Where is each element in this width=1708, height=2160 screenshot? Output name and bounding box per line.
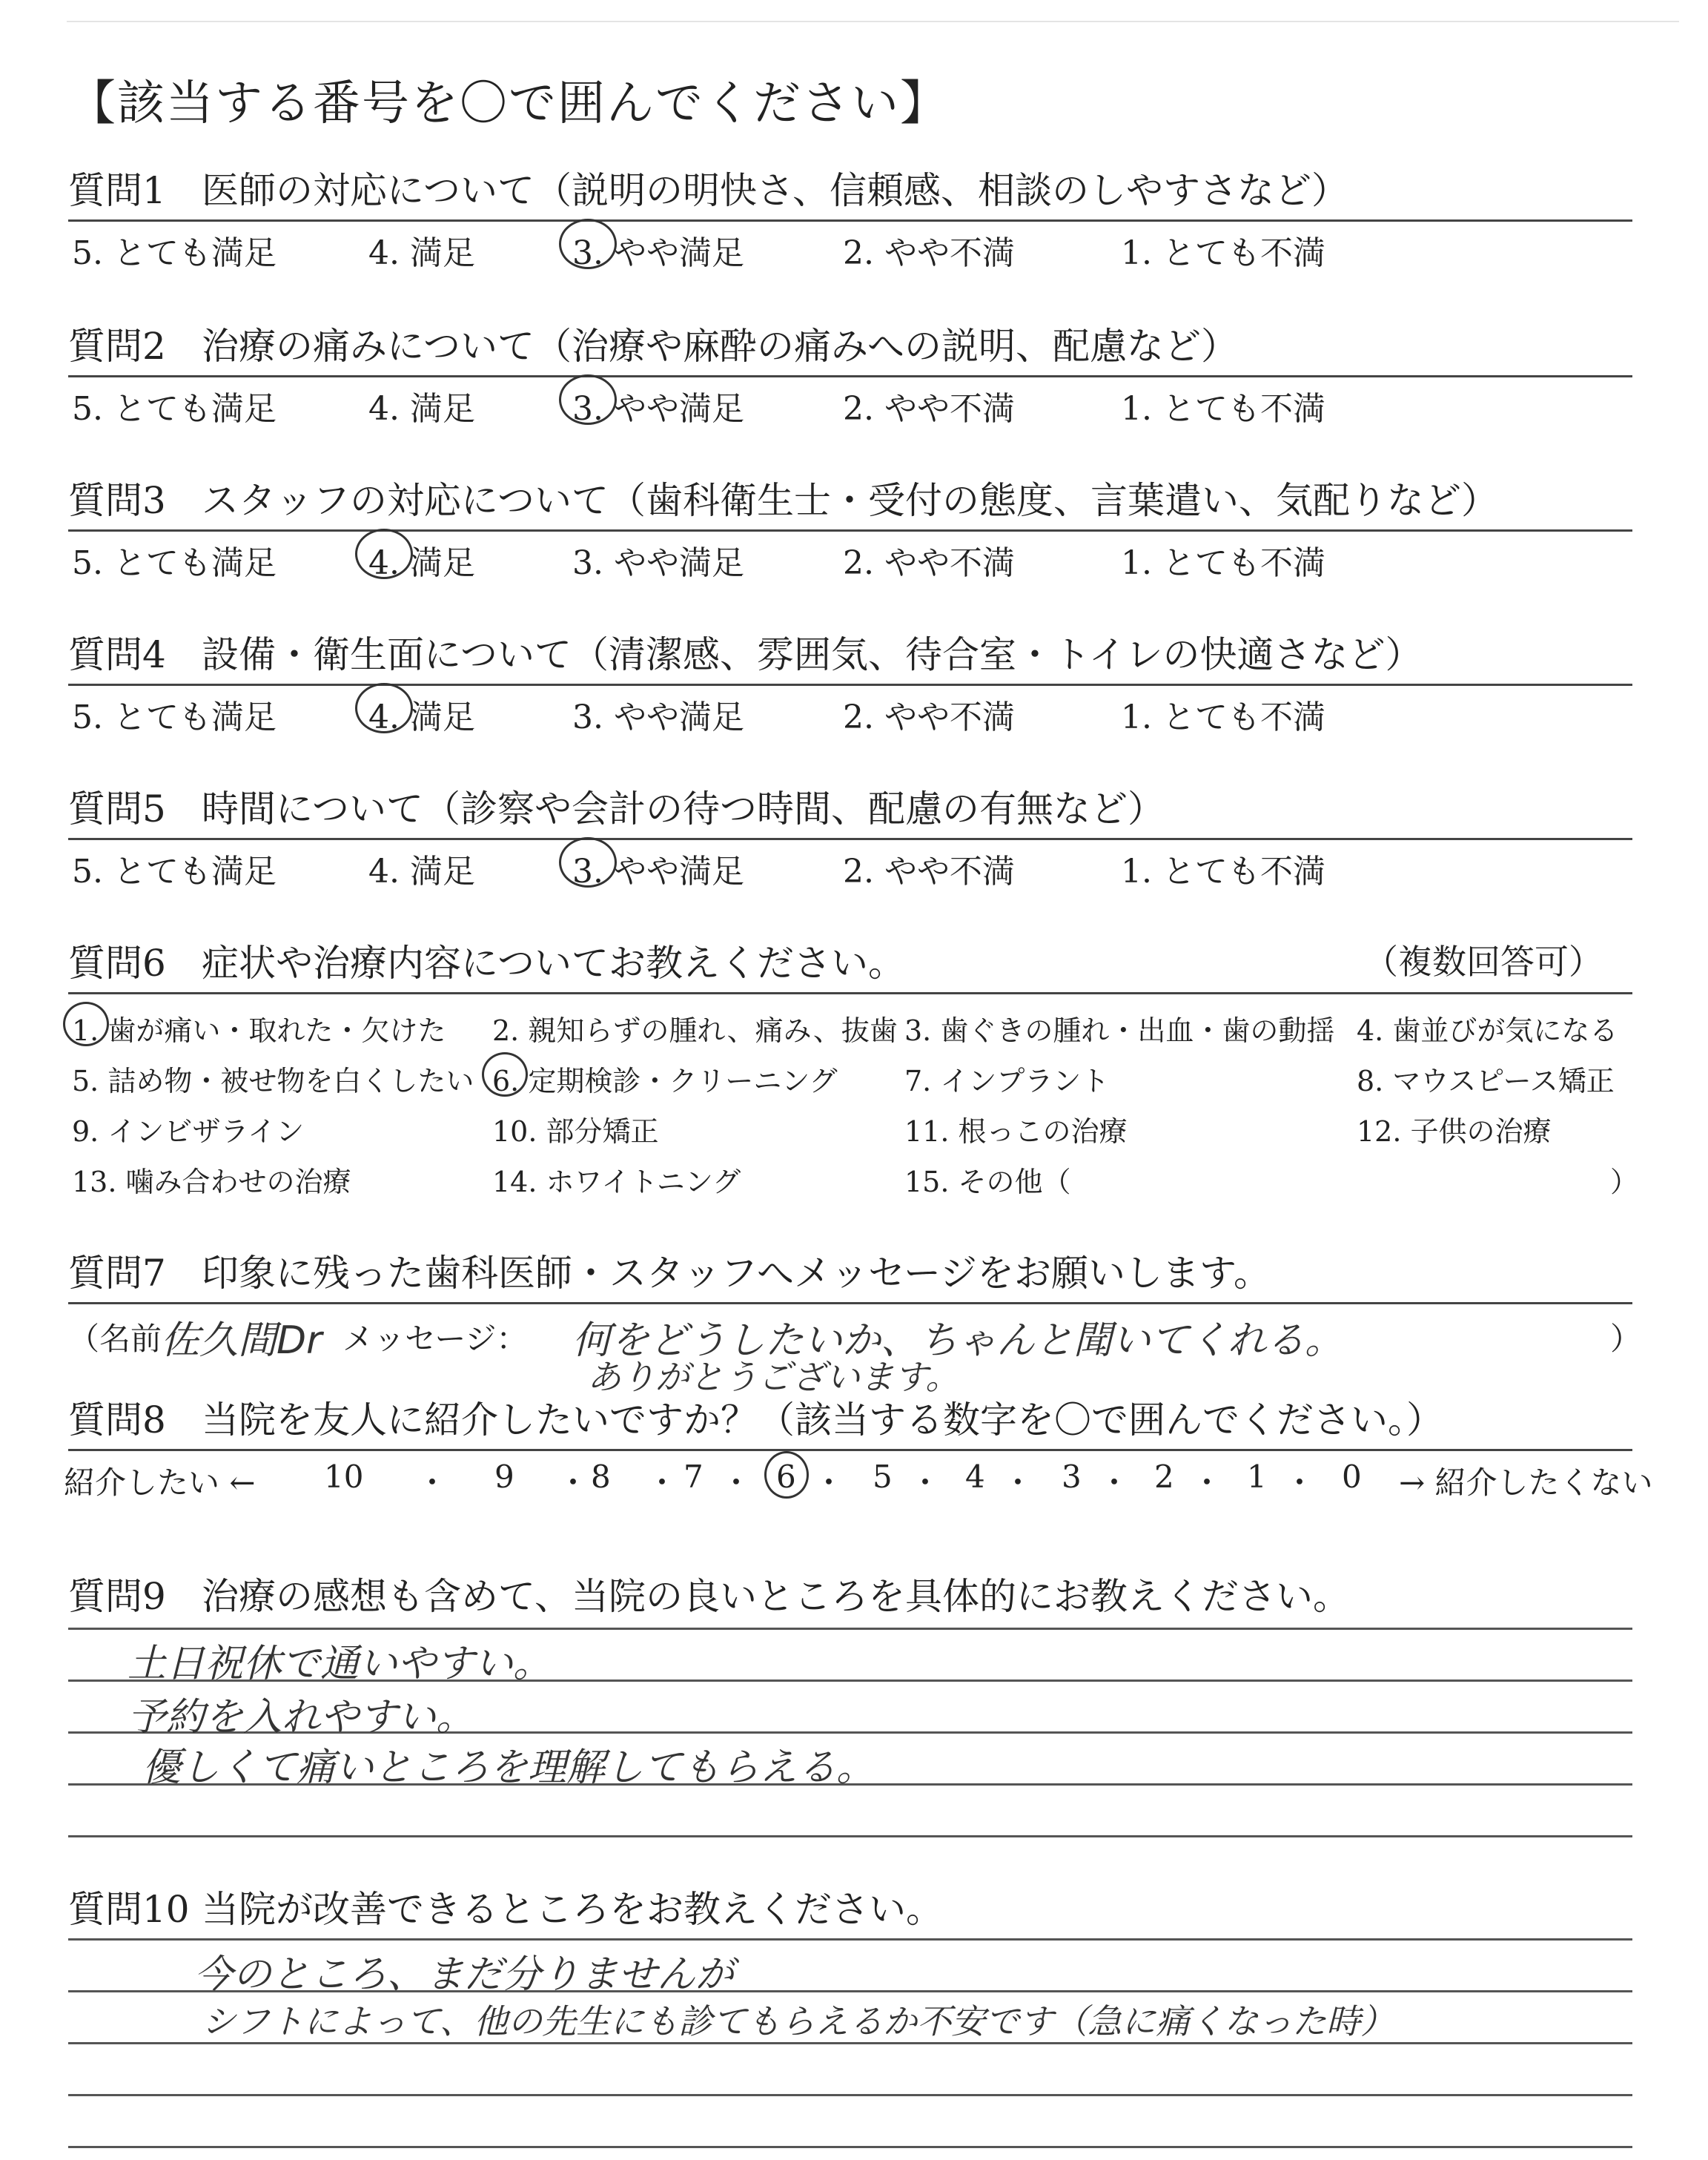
message-label: メッセージ： (342, 1321, 528, 1357)
option-4[interactable]: 4. 歯並びが気になる (1357, 1014, 1618, 1047)
option-5[interactable]: 5. とても満足 (72, 698, 277, 736)
scale-9[interactable]: 9 (494, 1459, 514, 1495)
scale-0[interactable]: 0 (1342, 1459, 1362, 1495)
option-3[interactable]: 3. やや満足 (572, 382, 744, 429)
question-7-title: 質問7 印象に残った歯科医師・スタッフへメッセージをお願いします。 (68, 1252, 1271, 1295)
answer-line (68, 2094, 1632, 2096)
question-9-title: 質問9 治療の感想も含めて、当院の良いところを具体的にお教えください。 (68, 1575, 1350, 1618)
message-field[interactable] (68, 1304, 1642, 1397)
selection-circle (559, 219, 617, 269)
option-1[interactable]: 1. とても不満 (1121, 544, 1325, 582)
scale-left-label: 紹介したい ← (64, 1464, 256, 1501)
selection-circle (355, 683, 413, 733)
scale-dot: ・ (646, 1464, 678, 1501)
question-4 (68, 629, 1632, 736)
other-close-paren: ） (1610, 1166, 1639, 1198)
option-1[interactable]: 1. とても不満 (1121, 853, 1325, 891)
question-2-title: 質問2 治療の痛みについて（治療や麻酔の痛みへの説明、配慮など） (68, 325, 1238, 368)
answer-line-3: 優しくて痛いところを理解してもらえる。 (142, 1745, 875, 1790)
option-5[interactable]: 5. とても満足 (72, 234, 277, 272)
recommend-scale (64, 1451, 1653, 1503)
question-5 (68, 783, 1632, 891)
answer-line-2: 予約を入れやすい。 (128, 1695, 475, 1740)
option-4[interactable]: 4. 満足 (368, 853, 475, 891)
scale-dot: ・ (721, 1464, 752, 1501)
multiple-answers-note: （複数回答可） (1364, 942, 1603, 982)
answer-line-2: シフトによって、他の先生にも診てもらえるか不安です（急に痛くなった時） (202, 2001, 1395, 2041)
answer-line (68, 1835, 1632, 1837)
message-close-paren: ） (1610, 1321, 1642, 1357)
option-2[interactable]: 2. やや不満 (843, 390, 1015, 428)
option-14[interactable]: 14. ホワイトニング (492, 1166, 741, 1198)
option-4[interactable]: 4. 満足 (368, 536, 475, 584)
option-11[interactable]: 11. 根っこの治療 (904, 1115, 1128, 1148)
scale-8[interactable]: 8 (591, 1459, 611, 1495)
selection-circle (482, 1052, 528, 1097)
scale-6[interactable]: 6 (776, 1459, 796, 1495)
option-1[interactable]: 1. とても不満 (1121, 698, 1325, 736)
name-label: （名前 (68, 1321, 162, 1357)
selection-circle (355, 529, 413, 579)
question-5-title: 質問5 時間について（診察や会計の待つ時間、配慮の有無など） (68, 787, 1165, 830)
scale-2[interactable]: 2 (1154, 1459, 1174, 1495)
option-6[interactable]: 6. 定期検診・クリーニング (492, 1058, 838, 1099)
scale-4[interactable]: 4 (965, 1459, 985, 1495)
question-1-options (68, 222, 1632, 272)
option-3[interactable]: 3. 歯ぐきの腫れ・出血・歯の動揺 (904, 1014, 1335, 1047)
option-5[interactable]: 5. 詰め物・被せ物を白くしたい (72, 1065, 474, 1097)
question-3-title: 質問3 スタッフの対応について（歯科衛生士・受付の態度、言葉遣い、気配りなど） (68, 479, 1498, 522)
question-1 (68, 165, 1632, 272)
message-value: 何をどうしたいか、ちゃんと聞いてくれる。 (572, 1318, 1344, 1363)
scale-right-label: → 紹介したくない (1399, 1464, 1653, 1501)
scale-dot: ・ (1191, 1464, 1223, 1501)
question-3-options (68, 532, 1632, 582)
option-12[interactable]: 12. 子供の治療 (1357, 1115, 1552, 1148)
option-7[interactable]: 7. インプラント (904, 1065, 1110, 1097)
option-3[interactable]: 3. やや満足 (572, 226, 744, 274)
scale-dot: ・ (417, 1464, 448, 1501)
answer-line (68, 2146, 1632, 2148)
page-title: 【該当する番号を〇で囲んでください】 (68, 76, 949, 131)
question-1-title: 質問1 医師の対応について（説明の明快さ、信頼感、相談のしやすさなど） (68, 169, 1348, 212)
scale-3[interactable]: 3 (1062, 1459, 1082, 1495)
question-9 (68, 1571, 1632, 1622)
option-10[interactable]: 10. 部分矯正 (492, 1115, 659, 1148)
scale-dot: ・ (557, 1464, 589, 1501)
top-rule (67, 21, 1679, 22)
option-9[interactable]: 9. インビザライン (72, 1115, 305, 1148)
question-6-options (68, 994, 1639, 1217)
scale-1[interactable]: 1 (1247, 1459, 1267, 1495)
option-4[interactable]: 4. 満足 (368, 234, 475, 272)
question-4-options (68, 686, 1632, 736)
question-5-options (68, 840, 1632, 891)
question-4-title: 質問4 設備・衛生面について（清潔感、雰囲気、待合室・トイレの快適さなど） (68, 633, 1423, 676)
name-value: 佐久間Dr (161, 1318, 322, 1363)
option-13[interactable]: 13. 噛み合わせの治療 (72, 1166, 351, 1198)
option-2[interactable]: 2. やや不満 (843, 234, 1015, 272)
option-3[interactable]: 3. やや満足 (572, 845, 744, 892)
option-4[interactable]: 4. 満足 (368, 390, 475, 428)
scale-dot: ・ (1284, 1464, 1316, 1501)
question-10 (68, 1883, 1632, 1935)
answer-line-1: 今のところ、まだ分りませんが (194, 1952, 735, 1997)
option-1[interactable]: 1. とても不満 (1121, 390, 1325, 428)
option-8[interactable]: 8. マウスピース矯正 (1357, 1065, 1615, 1097)
scale-5[interactable]: 5 (873, 1459, 893, 1495)
question-7 (68, 1247, 1642, 1397)
selection-circle (559, 837, 617, 888)
answer-line (68, 1938, 1632, 1941)
option-5[interactable]: 5. とても満足 (72, 544, 277, 582)
scale-10[interactable]: 10 (324, 1459, 364, 1495)
answer-line-1: 土日祝休で通いやすい。 (128, 1642, 552, 1686)
question-3 (68, 475, 1632, 582)
message-value-line2: ありがとうございます。 (587, 1357, 960, 1397)
option-2[interactable]: 2. やや不満 (843, 698, 1015, 736)
option-2[interactable]: 2. やや不満 (843, 853, 1015, 891)
scale-dot: ・ (813, 1464, 845, 1501)
option-1[interactable]: 1. とても不満 (1121, 234, 1325, 272)
option-3[interactable]: 3. やや満足 (572, 544, 744, 582)
question-6-title: 質問6 症状や治療内容についてお教えください。 （複数回答可） (68, 937, 1632, 989)
question-2-options (68, 377, 1632, 428)
question-10-title: 質問10 当院が改善できるところをお教えください。 (68, 1888, 943, 1931)
scale-dot: ・ (1099, 1464, 1131, 1501)
scale-dot: ・ (1002, 1464, 1034, 1501)
selection-circle (764, 1451, 809, 1499)
question-6 (68, 937, 1639, 1217)
selection-circle (63, 1002, 109, 1046)
scale-7[interactable]: 7 (683, 1459, 704, 1495)
option-2[interactable]: 2. やや不満 (843, 544, 1015, 582)
option-15[interactable]: 15. その他（ (904, 1166, 1071, 1198)
option-1[interactable]: 1. 歯が痛い・取れた・欠けた (72, 1008, 446, 1048)
question-2 (68, 320, 1632, 428)
option-5[interactable]: 5. とても満足 (72, 390, 277, 428)
selection-circle (559, 374, 617, 425)
answer-line (68, 1628, 1632, 1630)
question-8 (64, 1394, 1653, 1503)
option-4[interactable]: 4. 満足 (368, 690, 475, 738)
option-3[interactable]: 3. やや満足 (572, 698, 744, 736)
option-5[interactable]: 5. とても満足 (72, 853, 277, 891)
option-2[interactable]: 2. 親知らずの腫れ、痛み、抜歯 (492, 1014, 898, 1047)
scale-dot: ・ (910, 1464, 941, 1501)
question-8-title: 質問8 当院を友人に紹介したいですか？（該当する数字を〇で囲んでください。） (68, 1398, 1443, 1441)
